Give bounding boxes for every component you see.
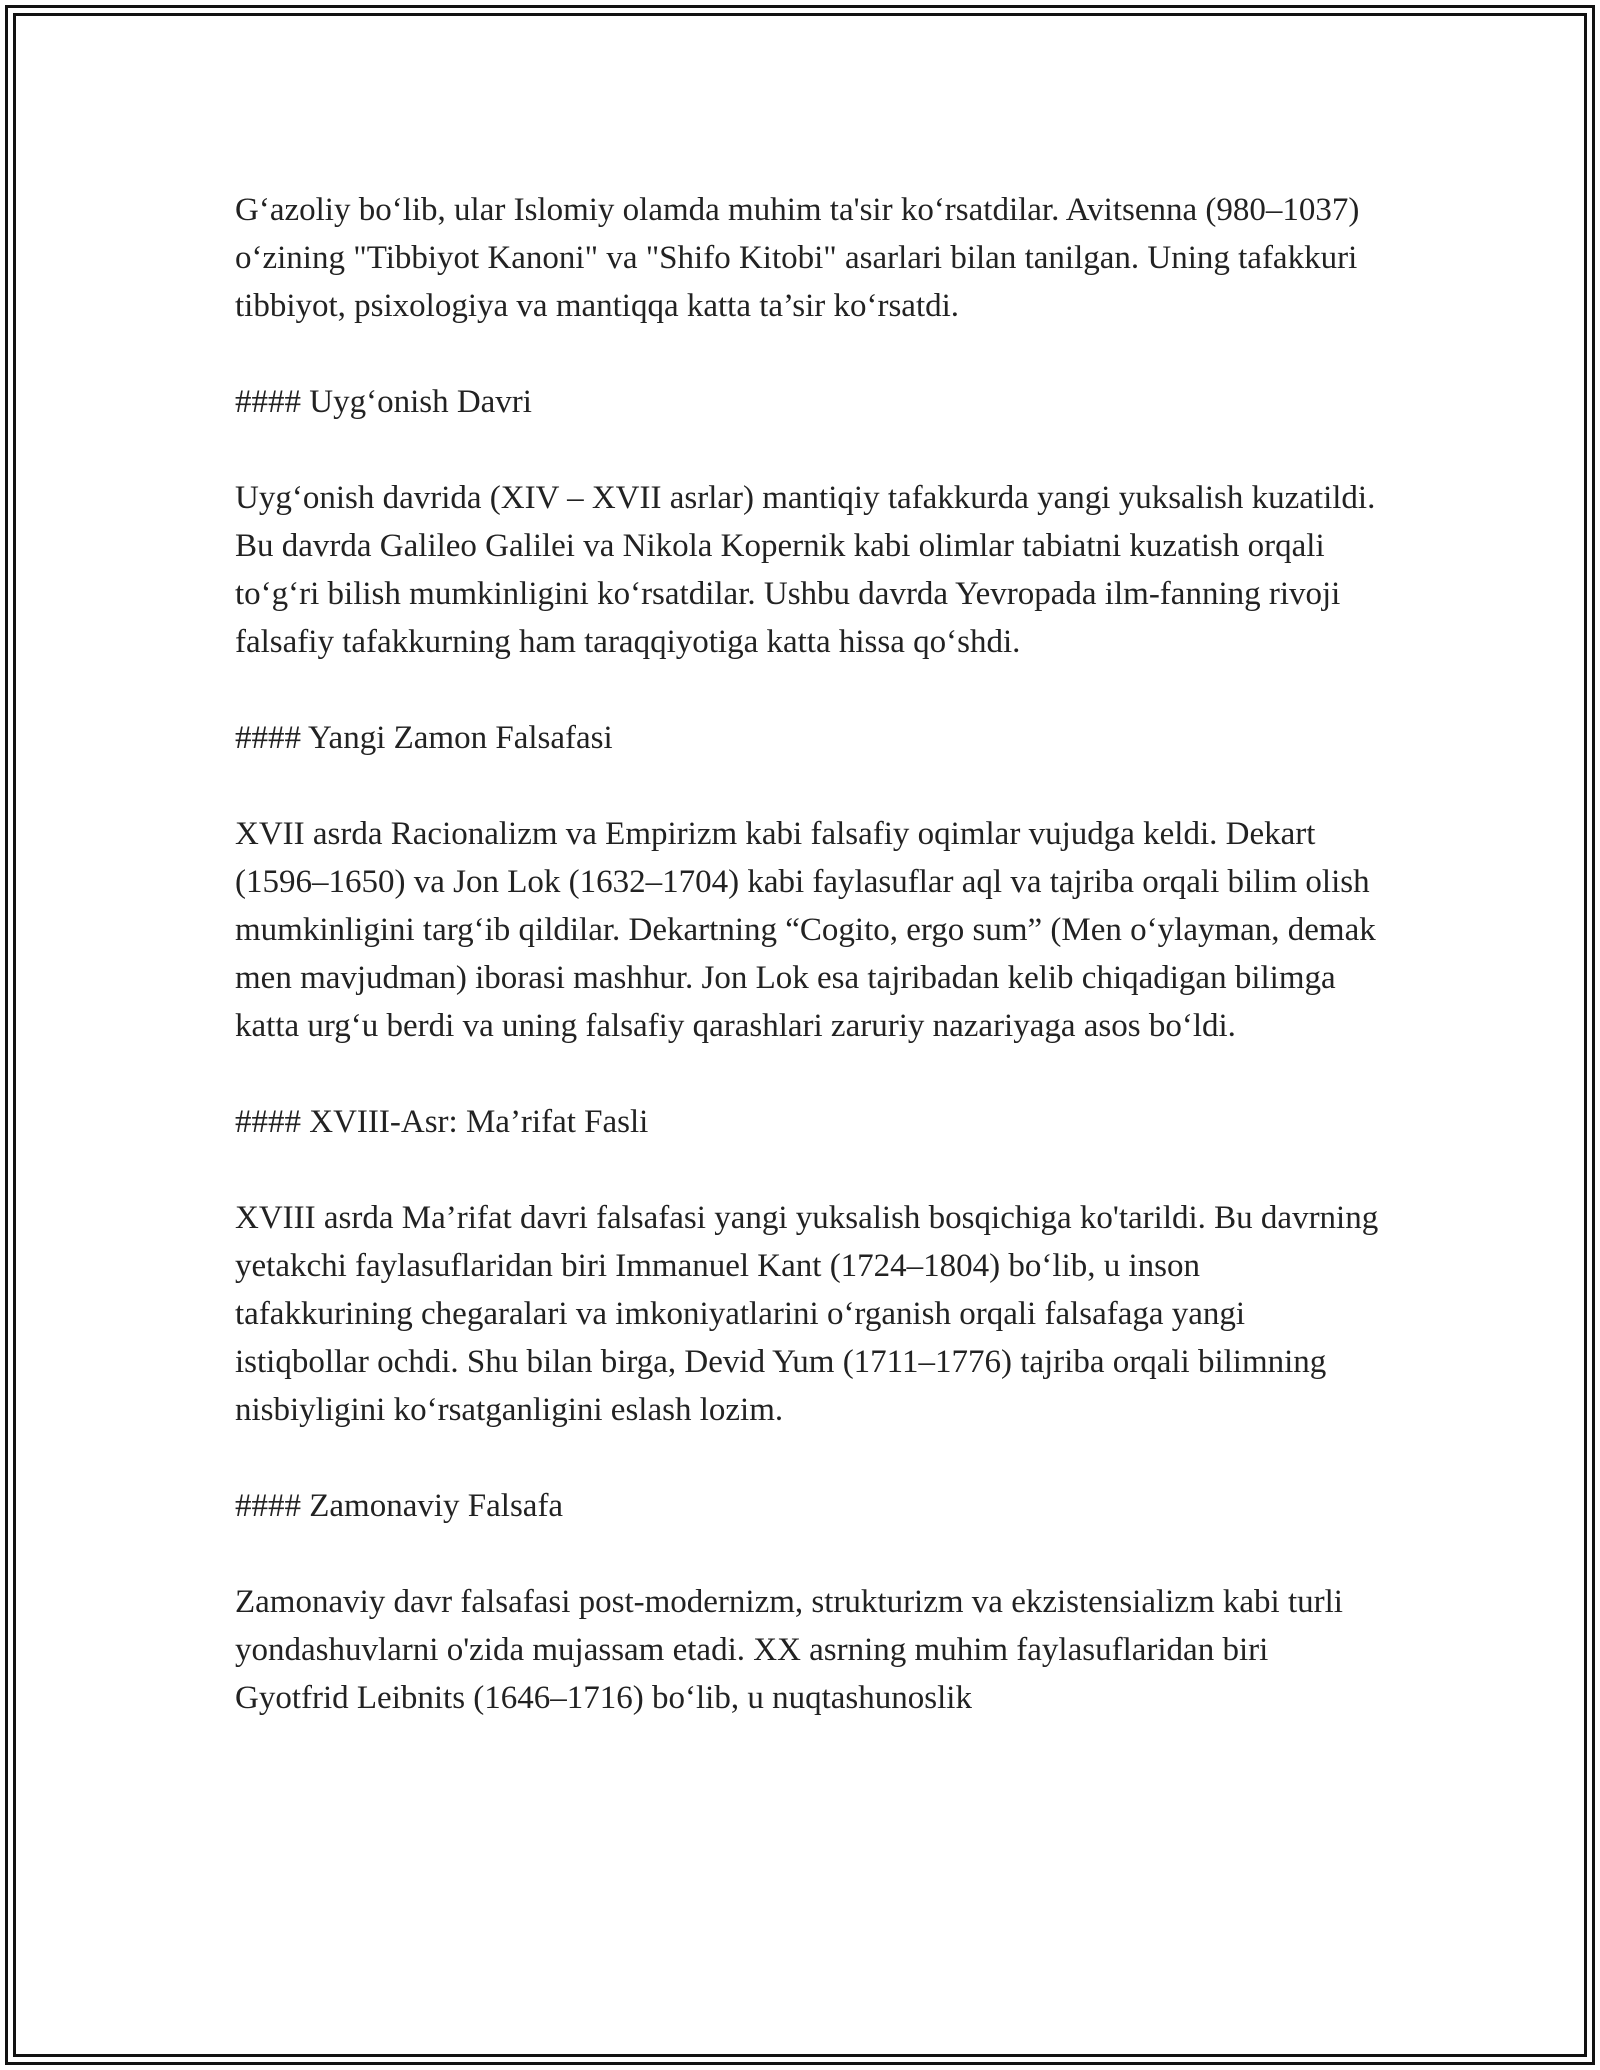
heading-xviii-asr-marifat-fasli: #### XVIII-Asr: Ma’rifat Fasli xyxy=(235,1104,649,1140)
document-body xyxy=(235,186,1385,1722)
heading-zamonaviy-falsafa: #### Zamonaviy Falsafa xyxy=(235,1488,564,1524)
paragraph-yangi-zamon: XVII asrda Racionalizm va Empirizm kabi falsafiy oqimlar vujudga keldi. Dekart (1596–1650) va Jon Lok (1632–1704) kabi faylasuflar aql va tajriba orqali bilim olish mumkinligini targ‘ib qildilar. Dekartning “Cogito, ergo sum” (Men o‘ylayman, demak men mavjudman) iborasi mashhur. Jon Lok esa tajribadan kelib chiqadigan bilimga katta urg‘u berdi va uning falsafiy qarashlari zaruriy nazariyaga asos bo‘ldi. xyxy=(235,816,1376,1044)
paragraph-uygonish: Uyg‘onish davrida (XIV – XVII asrlar) mantiqiy tafakkurda yangi yuksalish kuzatildi. Bu davrda Galileo Galilei va Nikola Kopernik kabi olimlar tabiatni kuzatish orqali to‘g‘ri bilish mumkinligini ko‘rsatdilar. Ushbu davrda Yevropada ilm-fanning rivoji falsafiy tafakkurning ham taraqqiyotiga katta hissa qo‘shdi. xyxy=(235,480,1376,660)
paragraph-zamonaviy: Zamonaviy davr falsafasi post-modernizm, strukturizm va ekzistensializm kabi turli yondashuvlarni o'zida mujassam etadi. XX asrning muhim faylasuflaridan biri Gyotfrid Leibnits (1646–1716) bo‘lib, u nuqtashunoslik xyxy=(235,1584,1343,1716)
paragraph-avitsenna: G‘azoliy bo‘lib, ular Islomiy olamda muhim ta'sir ko‘rsatdilar. Avitsenna (980–1037) o‘zining "Tibbiyot Kanoni" va "Shifo Kitobi" asarlari bilan tanilgan. Uning tafakkuri tibbiyot, psixologiya va mantiqqa katta ta’sir ko‘rsatdi. xyxy=(235,192,1360,324)
heading-uygonish-davri: #### Uyg‘onish Davri xyxy=(235,384,532,420)
heading-yangi-zamon-falsafasi: #### Yangi Zamon Falsafasi xyxy=(235,720,613,756)
paragraph-marifat: XVIII asrda Ma’rifat davri falsafasi yangi yuksalish bosqichiga ko'tarildi. Bu davrning yetakchi faylasuflaridan biri Immanuel Kant (1724–1804) bo‘lib, u inson tafakkurining chegaralari va imkoniyatlarini o‘rganish orqali falsafaga yangi istiqbollar ochdi. Shu bilan birga, Devid Yum (1711–1776) tajriba orqali bilimning nisbiyligini ko‘rsatganligini eslash lozim. xyxy=(235,1200,1379,1428)
